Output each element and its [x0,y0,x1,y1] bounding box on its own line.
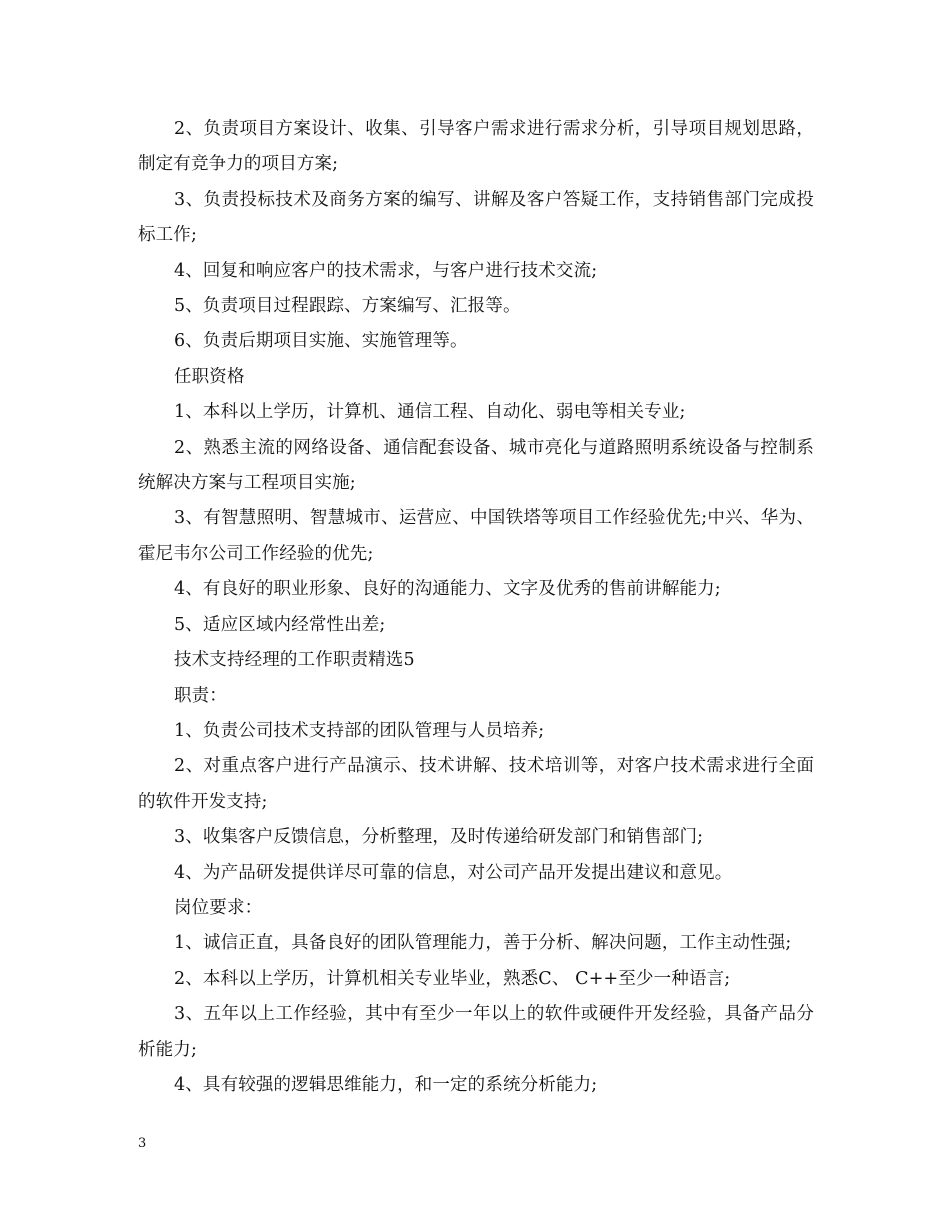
section-heading-qualifications: 任职资格 [174,366,245,387]
section-heading-duties: 职责： [174,685,227,706]
paragraph-16: 3、收集客户反馈信息，分析整理，及时传递给研发部门和销售部门; [174,827,704,848]
paragraph-10: 4、有良好的职业形象、良好的沟通能力、文字及优秀的售前讲解能力; [174,579,721,600]
paragraph-22: 4、具有较强的逻辑思维能力，和一定的系统分析能力; [174,1074,598,1095]
paragraph-21: 3、五年以上工作经验，其中有至少一年以上的软件或硬件开发经验，具备产品分析能力; [138,1004,814,1060]
paragraph-19: 1、诚信正直，具备良好的团队管理能力，善于分析、解决问题，工作主动性强; [174,933,792,954]
paragraph-15: 2、对重点客户进行产品演示、技术讲解、技术培训等，对客户技术需求进行全面的软件开发支持; [138,756,814,812]
paragraph-9: 3、有智慧照明、智慧城市、运营应、中国铁塔等项目工作经验优先;中兴、华为、霍尼韦尔公司工作经验的优先; [138,508,814,564]
section-heading-requirements: 岗位要求： [174,897,263,918]
page-number: 3 [138,1136,147,1151]
paragraph-20: 2、本科以上学历，计算机相关专业毕业，熟悉C、 C++至少一种语言; [174,968,731,989]
paragraph-7: 1、本科以上学历，计算机、通信工程、自动化、弱电等相关专业; [174,402,686,423]
paragraph-8: 2、熟悉主流的网络设备、通信配套设备、城市亮化与道路照明系统设备与控制系统解决方案与工程项目实施; [138,437,814,494]
paragraph-11: 5、适应区域内经常性出差; [174,614,386,635]
paragraph-3: 4、回复和响应客户的技术需求，与客户进行技术交流; [174,260,598,281]
paragraph-2: 3、负责投标技术及商务方案的编写、讲解及客户答疑工作，支持销售部门完成投标工作; [138,189,814,246]
paragraph-14: 1、负责公司技术支持部的团队管理与人员培养; [174,720,545,741]
paragraph-1: 2、负责项目方案设计、收集、引导客户需求进行需求分析，引导项目规划思路，制定有竞争力的项目方案; [138,119,814,175]
document-body [138,112,814,1103]
section-title: 技术支持经理的工作职责精选5 [174,650,415,671]
paragraph-5: 6、负责后期项目实施、实施管理等。 [174,331,468,352]
paragraph-17: 4、为产品研发提供详尽可靠的信息，对公司产品开发提出建议和意见。 [174,862,733,883]
paragraph-4: 5、负责项目过程跟踪、方案编写、汇报等。 [174,296,521,317]
